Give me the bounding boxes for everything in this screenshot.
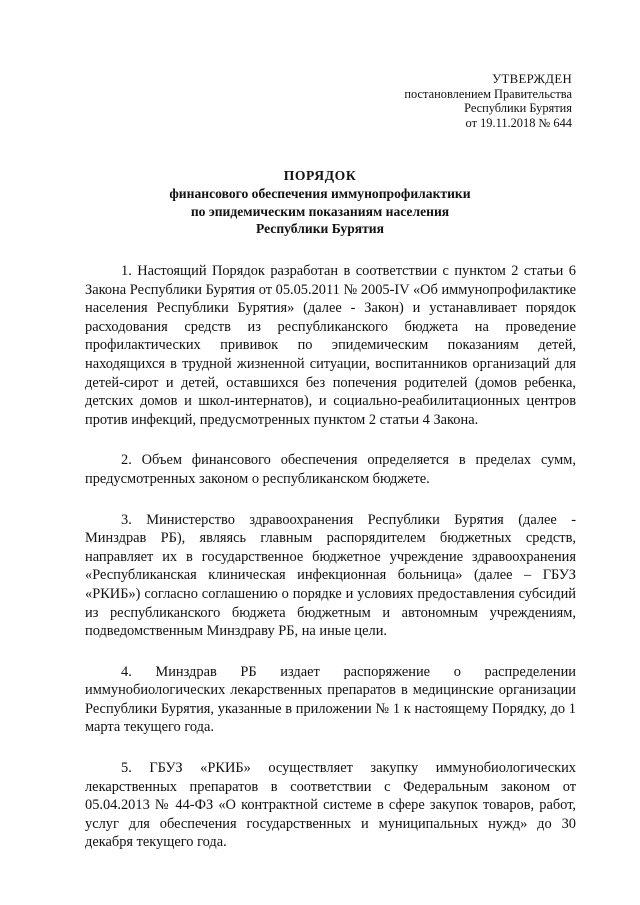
paragraph-1: 1. Настоящий Порядок разработан в соответствии с пунктом 2 статьи 6 Закона Республики Бурятия от 05.05.2011 № 2005-IV «Об иммунопрофилактике населения Республики Бурятия» (далее - Закон) и устанавливает порядок расходования средств из республиканского бюджета на проведение профилактических прививок по эпидемическим показаниям детей, находящихся в трудной жизненной ситуации, воспитанников организаций для детей-сирот и детей, оставшихся без попечения родителей (домов ребенка, детских домов и школ-интернатов), и социально-реабилитационных центров против инфекций, предусмотренных пунктом 2 статьи 4 Закона.	[85, 263, 576, 428]
paragraph-2: 2. Объем финансового обеспечения определяется в пределах сумм, предусмотренных законом о республиканском бюджете.	[85, 452, 576, 487]
approval-line-1: постановлением Правительства	[404, 86, 572, 101]
approval-line-3: от 19.11.2018 № 644	[465, 115, 572, 130]
title-line-3: Республики Бурятия	[255, 221, 384, 237]
approval-line-2: Республики Бурятия	[464, 101, 572, 116]
title-line-1: финансового обеспечения иммунопрофилактики	[169, 185, 471, 201]
paragraph-4: 4. Минздрав РБ издает распоряжение о распределении иммунобиологических лекарственных препаратов в медицинские организации Республики Бурятия, указанные в приложении № 1 к настоящему Порядку, до 1 марта текущего года.	[85, 663, 576, 736]
paragraph-3: 3. Министерство здравоохранения Республики Бурятия (далее - Минздрав РБ), являясь главным распорядителем бюджетных средств, направляет их в государственное бюджетное учреждение здравоохранения «Республиканская клиническая инфекционная больница» (далее – ГБУЗ «РКИБ») согласно соглашению о порядке и условиях предоставления субсидий из республиканского бюджета бюджетным и автономным учреждениям, подведомственным Минздраву РБ, на иные цели.	[85, 511, 576, 640]
approval-heading: УТВЕРЖДЕН	[492, 72, 572, 86]
approval-stamp	[404, 72, 572, 130]
title-line-2: по эпидемическим показаниям населения	[190, 203, 450, 219]
paragraph-5: 5. ГБУЗ «РКИБ» осуществляет закупку иммунобиологических лекарственных препаратов в соответствии с Федеральным законом от 05.04.2013 № 44-ФЗ «О контрактной системе в сфере закупок товаров, работ, услуг для обеспечения государственных и муниципальных нужд» до 30 декабря текущего года.	[85, 760, 576, 851]
document-title	[0, 167, 640, 238]
document-body	[85, 262, 576, 874]
title-main: ПОРЯДОК	[283, 168, 357, 183]
